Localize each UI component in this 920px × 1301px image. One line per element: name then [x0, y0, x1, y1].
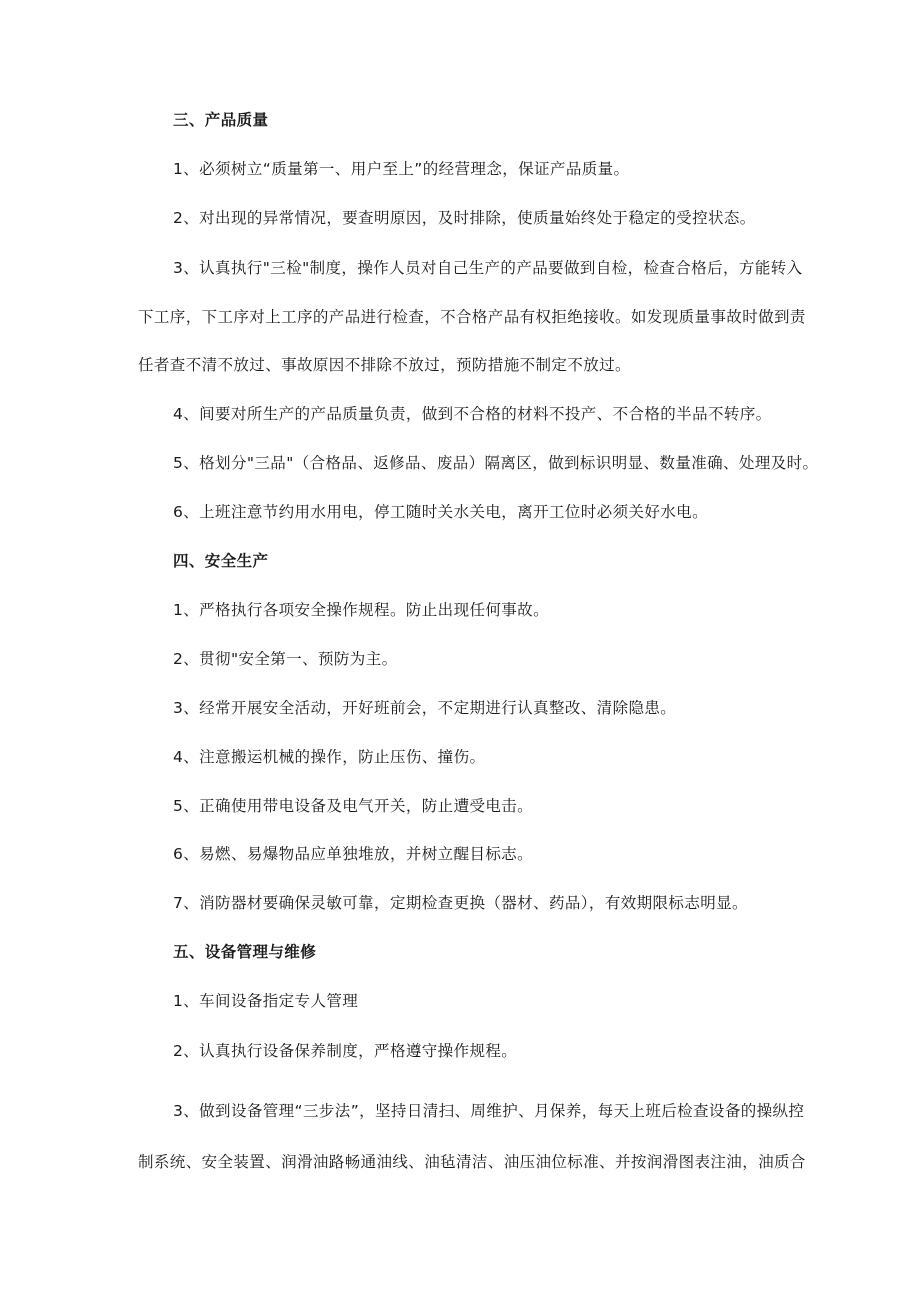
paragraph-line: 6、上班注意节约用水用电，停工随时关水关电，离开工位时必须关好水电。: [173, 503, 708, 521]
paragraph-line: 4、间要对所生产的产品质量负责，做到不合格的材料不投产、不合格的半品不转序。: [173, 405, 772, 423]
paragraph-line: 3、认真执行"三检"制度，操作人员对自己生产的产品要做到自检，检查合格后，方能转入: [173, 259, 803, 277]
paragraph-line: 2、认真执行设备保养制度，严格遵守操作规程。: [173, 1042, 518, 1060]
paragraph-line: 3、做到设备管理“三步法”，坚持日清扫、周维护、月保养，每天上班后检查设备的操纵控: [173, 1102, 805, 1120]
section-heading: 四、安全生产: [173, 552, 269, 570]
paragraph-line: 制系统、安全装置、润滑油路畅通油线、油毡清洁、油压油位标准、并按润滑图表注油，油质合: [138, 1153, 806, 1171]
paragraph-line: 1、严格执行各项安全操作规程。防止出现任何事故。: [173, 601, 549, 619]
paragraph-line: 3、经常开展安全活动，开好班前会，不定期进行认真整改、清除隐患。: [173, 699, 677, 717]
paragraph-line: 下工序，下工序对上工序的产品进行检查，不合格产品有权拒绝接收。如发现质量事故时做到责: [138, 308, 806, 326]
paragraph-line: 7、消防器材要确保灵敏可靠，定期检查更换（器材、药品），有效期限标志明显。: [173, 894, 748, 912]
paragraph-line: 5、正确使用带电设备及电气开关，防止遭受电击。: [173, 797, 534, 815]
paragraph-line: 1、必须树立“质量第一、用户至上”的经营理念，保证产品质量。: [173, 160, 630, 178]
section-heading: 五、设备管理与维修: [173, 943, 317, 961]
paragraph-line: 6、易燃、易爆物品应单独堆放，并树立醒目标志。: [173, 845, 534, 863]
paragraph-line: 任者查不清不放过、事故原因不排除不放过，预防措施不制定不放过。: [138, 356, 631, 374]
paragraph-line: 5、格划分"三品"（合格品、返修品、废品）隔离区，做到标识明显、数量准确、处理及时。: [173, 454, 819, 472]
section-heading: 三、产品质量: [173, 111, 269, 129]
paragraph-line: 1、车间设备指定专人管理: [173, 992, 359, 1010]
paragraph-line: 4、注意搬运机械的操作，防止压伤、撞伤。: [173, 748, 486, 766]
paragraph-line: 2、对出现的异常情况，要查明原因，及时排除，使质量始终处于稳定的受控状态。: [173, 209, 756, 227]
paragraph-line: 2、贯彻"安全第一、预防为主。: [173, 650, 398, 668]
